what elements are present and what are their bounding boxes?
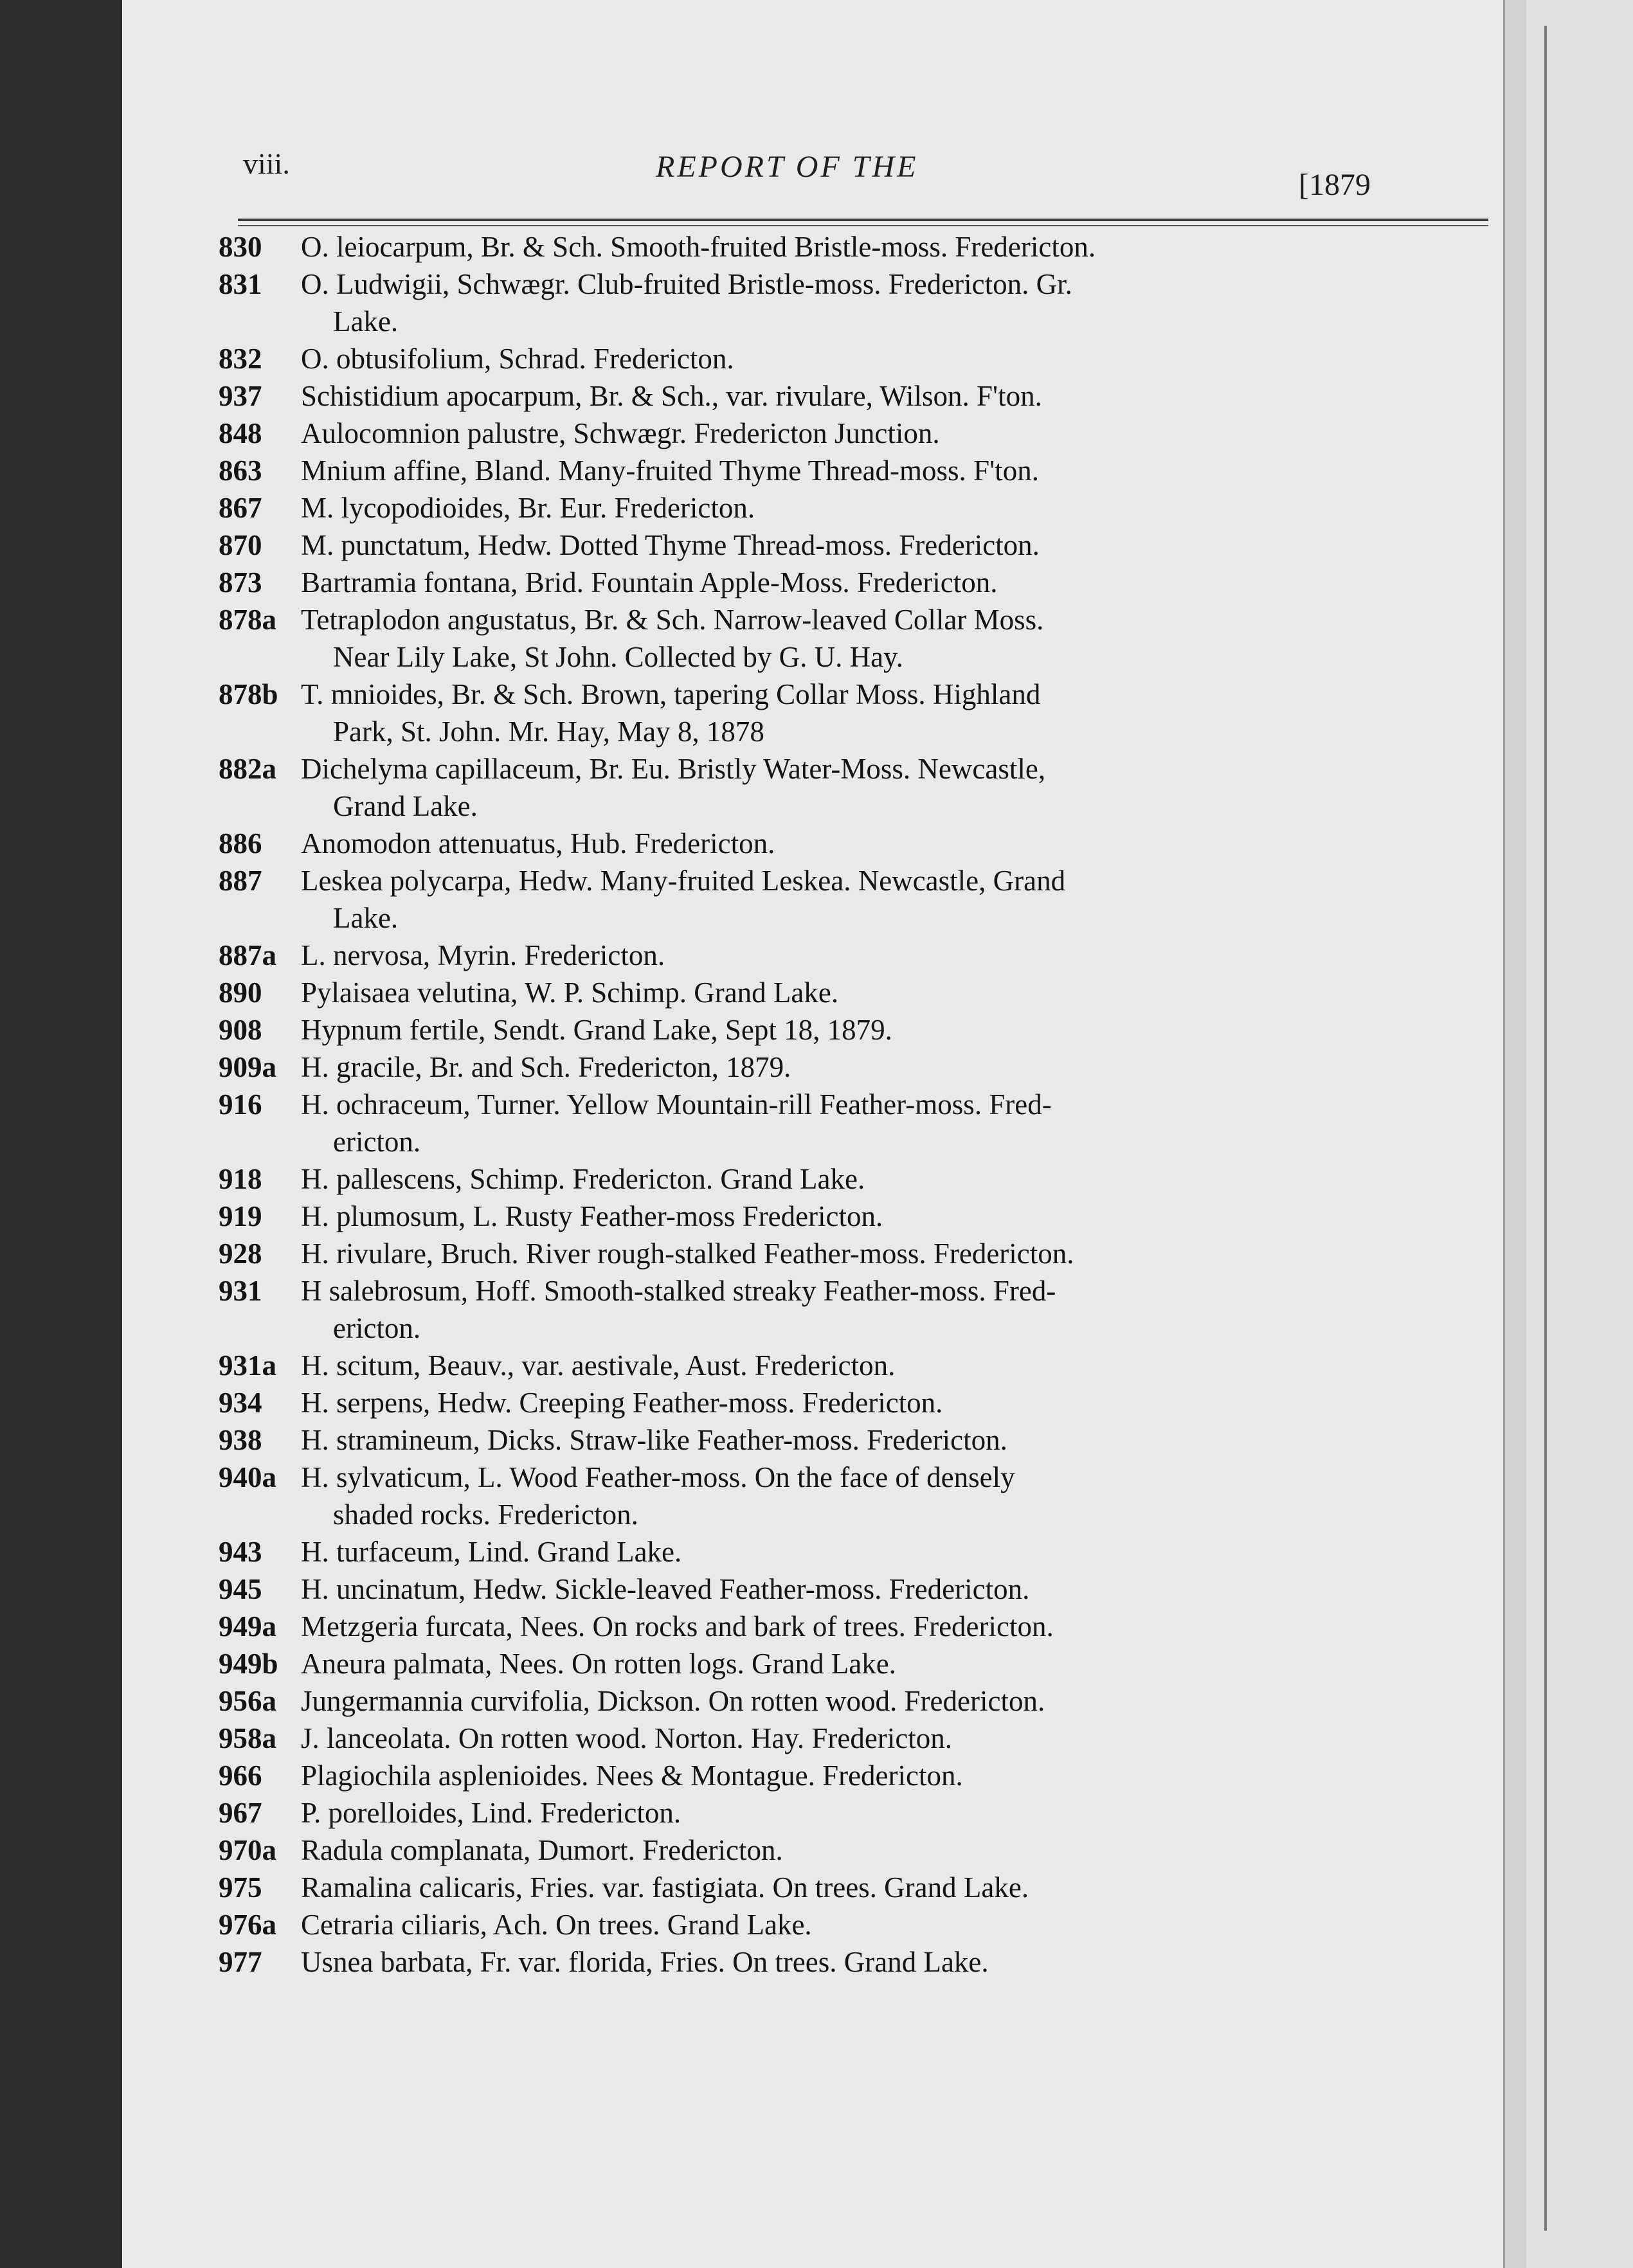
- list-item: [219, 1048, 1498, 1086]
- entry-text: P. porelloides, Lind. Fredericton.: [301, 1797, 681, 1829]
- entry-number: 848: [219, 417, 262, 449]
- list-item: [219, 1757, 1498, 1794]
- entry-number: 928: [219, 1238, 262, 1270]
- list-item: [219, 340, 1498, 377]
- entry-text: H. uncinatum, Hedw. Sickle-leaved Feather-moss. Fredericton.: [301, 1573, 1030, 1605]
- entry-number: 882a: [219, 753, 276, 785]
- entry-number: 938: [219, 1424, 262, 1456]
- entry-text-block: [301, 564, 1498, 601]
- entry-text: M. punctatum, Hedw. Dotted Thyme Thread-moss. Fredericton.: [301, 529, 1040, 561]
- entry-continuation: Near Lily Lake, St John. Collected by G. U. Hay.: [333, 641, 903, 673]
- entry-number: 890: [219, 977, 262, 1009]
- entry-text: Hypnum fertile, Sendt. Grand Lake, Sept 18, 1879.: [301, 1014, 892, 1046]
- entry-text: Aulocomnion palustre, Schwægr. Fredericton Junction.: [301, 417, 940, 449]
- entry-number: 830: [219, 231, 262, 263]
- entry-text-block: [301, 415, 1498, 452]
- entry-number: 867: [219, 492, 262, 524]
- entry-text-block: [301, 825, 1498, 862]
- entry-number: 970a: [219, 1834, 276, 1866]
- entry-text-block: [301, 1384, 1498, 1421]
- entry-continuation: shaded rocks. Fredericton.: [333, 1498, 638, 1531]
- entry-text-block: [301, 1086, 1498, 1160]
- list-item: [219, 1011, 1498, 1048]
- entry-continuation: Lake.: [333, 305, 399, 338]
- entry-text: J. lanceolata. On rotten wood. Norton. Hay. Fredericton.: [301, 1722, 953, 1754]
- list-item: [219, 1086, 1498, 1160]
- entry-number: 832: [219, 343, 262, 375]
- scan-background-left: [0, 0, 122, 2268]
- entry-text: Plagiochila asplenioides. Nees & Montague. Fredericton.: [301, 1760, 963, 1792]
- entry-text-block: [301, 750, 1498, 825]
- entry-text-block: [301, 340, 1498, 377]
- header-rule: [238, 219, 1488, 221]
- entry-text: O. obtusifolium, Schrad. Fredericton.: [301, 343, 734, 375]
- list-item: [219, 1384, 1498, 1421]
- page-fold: [1544, 26, 1547, 2231]
- entry-text-block: [301, 1347, 1498, 1384]
- entry-number: 918: [219, 1163, 262, 1195]
- list-item: [219, 750, 1498, 825]
- entry-text: H. scitum, Beauv., var. aestivale, Aust. Fredericton.: [301, 1349, 896, 1382]
- list-item: [219, 937, 1498, 974]
- page-folio: viii.: [243, 147, 290, 180]
- entry-number: 975: [219, 1871, 262, 1904]
- entry-text-block: [301, 1645, 1498, 1682]
- list-item: [219, 862, 1498, 937]
- entry-number: 908: [219, 1014, 262, 1046]
- list-item: [219, 1682, 1498, 1720]
- entry-continuation: Park, St. John. Mr. Hay, May 8, 1878: [333, 716, 764, 748]
- entry-text: Radula complanata, Dumort. Fredericton.: [301, 1834, 783, 1866]
- list-item: [219, 1720, 1498, 1757]
- entry-number: 878a: [219, 604, 276, 636]
- facing-page: [1526, 0, 1633, 2268]
- entry-text-block: [301, 862, 1498, 937]
- entry-text: Mnium affine, Bland. Many-fruited Thyme Thread-moss. F'ton.: [301, 455, 1039, 487]
- running-title: REPORT OF THE: [656, 150, 919, 184]
- entry-number: 967: [219, 1797, 262, 1829]
- page-edge: [1503, 0, 1528, 2268]
- entry-text-block: [301, 1943, 1498, 1981]
- entry-text-block: [301, 1869, 1498, 1906]
- list-item: [219, 1869, 1498, 1906]
- entry-text: Pylaisaea velutina, W. P. Schimp. Grand Lake.: [301, 977, 839, 1009]
- list-item: [219, 1347, 1498, 1384]
- entry-text-block: [301, 1832, 1498, 1869]
- list-item: [219, 489, 1498, 526]
- entry-text: Bartramia fontana, Brid. Fountain Apple-Moss. Fredericton.: [301, 566, 998, 598]
- entry-number: 937: [219, 380, 262, 412]
- list-item: [219, 228, 1498, 266]
- entry-number: 887: [219, 865, 262, 897]
- entry-text-block: [301, 676, 1498, 750]
- entry-text-block: [301, 1682, 1498, 1720]
- entry-text: L. nervosa, Myrin. Fredericton.: [301, 939, 665, 971]
- list-item: [219, 1794, 1498, 1832]
- list-item: [219, 1645, 1498, 1682]
- entry-text-block: [301, 601, 1498, 676]
- list-item: [219, 1608, 1498, 1645]
- entry-text-block: [301, 1720, 1498, 1757]
- entry-text: Leskea polycarpa, Hedw. Many-fruited Leskea. Newcastle, Grand: [301, 865, 1066, 897]
- entry-text-block: [301, 974, 1498, 1011]
- entry-text-block: [301, 377, 1498, 415]
- entry-number: 870: [219, 529, 262, 561]
- entry-number: 909a: [219, 1051, 276, 1083]
- entry-text-block: [301, 1421, 1498, 1459]
- list-item: [219, 1832, 1498, 1869]
- entry-text: Dichelyma capillaceum, Br. Eu. Bristly Water-Moss. Newcastle,: [301, 753, 1046, 785]
- entry-number: 831: [219, 268, 262, 300]
- entry-text-block: [301, 1048, 1498, 1086]
- entry-number: 873: [219, 566, 262, 598]
- entry-text: T. mnioides, Br. & Sch. Brown, tapering Collar Moss. Highland: [301, 678, 1041, 710]
- entry-text: H. rivulare, Bruch. River rough-stalked Feather-moss. Fredericton.: [301, 1238, 1074, 1270]
- entry-continuation: Lake.: [333, 902, 399, 934]
- entry-continuation: Grand Lake.: [333, 790, 478, 822]
- entry-text: Metzgeria furcata, Nees. On rocks and bark of trees. Fredericton.: [301, 1610, 1054, 1643]
- species-list: [219, 228, 1498, 1981]
- entry-number: 949a: [219, 1610, 276, 1643]
- entry-text-block: [301, 1757, 1498, 1794]
- entry-text-block: [301, 266, 1498, 340]
- entry-text-block: [301, 1794, 1498, 1832]
- entry-text: O. leiocarpum, Br. & Sch. Smooth-fruited Bristle-moss. Fredericton.: [301, 231, 1096, 263]
- list-item: [219, 415, 1498, 452]
- entry-text: Schistidium apocarpum, Br. & Sch., var. rivulare, Wilson. F'ton.: [301, 380, 1042, 412]
- list-item: [219, 1906, 1498, 1943]
- list-item: [219, 377, 1498, 415]
- entry-number: 863: [219, 455, 262, 487]
- entry-text-block: [301, 1011, 1498, 1048]
- running-year: [1879: [1299, 168, 1371, 202]
- entry-text: Jungermannia curvifolia, Dickson. On rotten wood. Fredericton.: [301, 1685, 1045, 1717]
- entry-number: 945: [219, 1573, 262, 1605]
- entry-number: 887a: [219, 939, 276, 971]
- entry-text: H. stramineum, Dicks. Straw-like Feather-moss. Fredericton.: [301, 1424, 1007, 1456]
- entry-number: 977: [219, 1946, 262, 1978]
- entry-text-block: [301, 1198, 1498, 1235]
- entry-text-block: [301, 1571, 1498, 1608]
- entry-text: H. plumosum, L. Rusty Feather-moss Fredericton.: [301, 1200, 883, 1232]
- list-item: [219, 676, 1498, 750]
- running-head: [122, 140, 1504, 202]
- list-item: [219, 1198, 1498, 1235]
- list-item: [219, 1943, 1498, 1981]
- entry-number: 976a: [219, 1909, 276, 1941]
- entry-number: 958a: [219, 1722, 276, 1754]
- entry-text-block: [301, 1608, 1498, 1645]
- list-item: [219, 452, 1498, 489]
- list-item: [219, 825, 1498, 862]
- entry-text-block: [301, 1160, 1498, 1198]
- list-item: [219, 1571, 1498, 1608]
- entry-text: H. serpens, Hedw. Creeping Feather-moss. Fredericton.: [301, 1387, 943, 1419]
- entry-text-block: [301, 452, 1498, 489]
- list-item: [219, 1421, 1498, 1459]
- list-item: [219, 564, 1498, 601]
- entry-text: M. lycopodioides, Br. Eur. Fredericton.: [301, 492, 755, 524]
- entry-number: 966: [219, 1760, 262, 1792]
- entry-text-block: [301, 228, 1498, 266]
- entry-text: Ramalina calicaris, Fries. var. fastigiata. On trees. Grand Lake.: [301, 1871, 1029, 1904]
- entry-number: 949b: [219, 1648, 278, 1680]
- entry-number: 886: [219, 827, 262, 860]
- entry-continuation: ericton.: [333, 1126, 421, 1158]
- entry-text-block: [301, 937, 1498, 974]
- list-item: [219, 526, 1498, 564]
- entry-text: H. pallescens, Schimp. Fredericton. Grand Lake.: [301, 1163, 865, 1195]
- entry-text: H. sylvaticum, L. Wood Feather-moss. On the face of densely: [301, 1461, 1015, 1493]
- list-item: [219, 1533, 1498, 1571]
- list-item: [219, 1272, 1498, 1347]
- list-item: [219, 601, 1498, 676]
- list-item: [219, 974, 1498, 1011]
- book-page: [122, 0, 1504, 2268]
- entry-text-block: [301, 489, 1498, 526]
- entry-text: Anomodon attenuatus, Hub. Fredericton.: [301, 827, 775, 860]
- entry-number: 919: [219, 1200, 262, 1232]
- entry-text: H salebrosum, Hoff. Smooth-stalked streaky Feather-moss. Fred-: [301, 1275, 1056, 1307]
- entry-text: Tetraplodon angustatus, Br. & Sch. Narrow-leaved Collar Moss.: [301, 604, 1044, 636]
- entry-text-block: [301, 1533, 1498, 1571]
- entry-number: 940a: [219, 1461, 276, 1493]
- entry-text: O. Ludwigii, Schwægr. Club-fruited Bristle-moss. Fredericton. Gr.: [301, 268, 1072, 300]
- entry-number: 931a: [219, 1349, 276, 1382]
- entry-number: 934: [219, 1387, 262, 1419]
- list-item: [219, 266, 1498, 340]
- entry-text-block: [301, 526, 1498, 564]
- entry-continuation: ericton.: [333, 1312, 421, 1344]
- list-item: [219, 1235, 1498, 1272]
- entry-text: Cetraria ciliaris, Ach. On trees. Grand Lake.: [301, 1909, 812, 1941]
- entry-number: 931: [219, 1275, 262, 1307]
- entry-text-block: [301, 1272, 1498, 1347]
- entry-text: H. ochraceum, Turner. Yellow Mountain-rill Feather-moss. Fred-: [301, 1088, 1052, 1120]
- list-item: [219, 1459, 1498, 1533]
- entry-text-block: [301, 1235, 1498, 1272]
- list-item: [219, 1160, 1498, 1198]
- entry-text-block: [301, 1459, 1498, 1533]
- entry-number: 956a: [219, 1685, 276, 1717]
- entry-text: H. turfaceum, Lind. Grand Lake.: [301, 1536, 682, 1568]
- entry-number: 916: [219, 1088, 262, 1120]
- entry-text-block: [301, 1906, 1498, 1943]
- entry-text: Usnea barbata, Fr. var. florida, Fries. On trees. Grand Lake.: [301, 1946, 989, 1978]
- entry-number: 943: [219, 1536, 262, 1568]
- entry-text: H. gracile, Br. and Sch. Fredericton, 1879.: [301, 1051, 791, 1083]
- entry-text: Aneura palmata, Nees. On rotten logs. Grand Lake.: [301, 1648, 896, 1680]
- entry-number: 878b: [219, 678, 278, 710]
- header-rule-thin: [238, 225, 1488, 226]
